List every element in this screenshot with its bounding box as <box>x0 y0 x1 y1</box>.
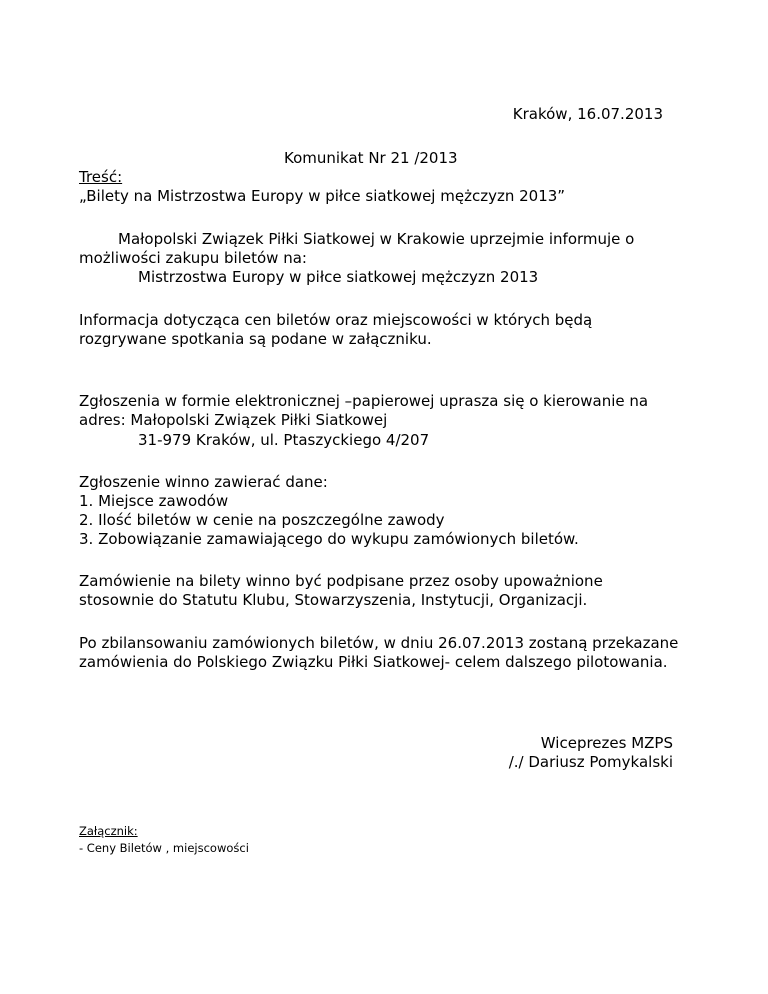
intro-line-2: możliwości zakupu biletów na: <box>79 249 307 267</box>
info-line-2: rozgrywane spotkania są podane w załączniku. <box>79 330 432 348</box>
requirement-item-3: 3. Zobowiązanie zamawiającego do wykupu zamówionych biletów. <box>79 530 579 548</box>
intro-line-1: Małopolski Związek Piłki Siatkowej w Krakowie uprzejmie informuje o <box>118 230 635 248</box>
intro-line-3: Mistrzostwa Europy w piłce siatkowej mężczyzn 2013 <box>138 268 539 286</box>
submissions-line-2: adres: Małopolski Związek Piłki Siatkowej <box>79 411 388 429</box>
subject-line: „Bilety na Mistrzostwa Europy w piłce siatkowej mężczyzn 2013” <box>79 187 566 205</box>
place-date: Kraków, 16.07.2013 <box>512 105 663 123</box>
submissions-address: 31-979 Kraków, ul. Ptaszyckiego 4/207 <box>138 431 430 449</box>
signature-role: Wiceprezes MZPS <box>540 734 673 752</box>
attachment-item: - Ceny Biletów , miejscowości <box>79 841 249 855</box>
requirements-intro: Zgłoszenie winno zawierać dane: <box>79 473 328 491</box>
info-line-1: Informacja dotycząca cen biletów oraz miejscowości w których będą <box>79 311 593 329</box>
forwarding-line-1: Po zbilansowaniu zamówionych biletów, w dniu 26.07.2013 zostaną przekazane <box>79 634 679 652</box>
signature-name: /./ Dariusz Pomykalski <box>508 753 673 771</box>
document-title: Komunikat Nr 21 /2013 <box>284 149 458 167</box>
requirement-item-1: 1. Miejsce zawodów <box>79 492 229 510</box>
signing-line-2: stosownie do Statutu Klubu, Stowarzyszenia, Instytucji, Organizacji. <box>79 591 588 609</box>
requirement-item-2: 2. Ilość biletów w cenie na poszczególne zawody <box>79 511 445 529</box>
submissions-line-1: Zgłoszenia w formie elektronicznej –papierowej uprasza się o kierowanie na <box>79 392 649 410</box>
signing-line-1: Zamówienie na bilety winno być podpisane przez osoby upoważnione <box>79 572 603 590</box>
content-label: Treść: <box>79 168 123 186</box>
attachment-label: Załącznik: <box>79 824 138 838</box>
forwarding-line-2: zamówienia do Polskiego Związku Piłki Siatkowej- celem dalszego pilotowania. <box>79 653 668 671</box>
